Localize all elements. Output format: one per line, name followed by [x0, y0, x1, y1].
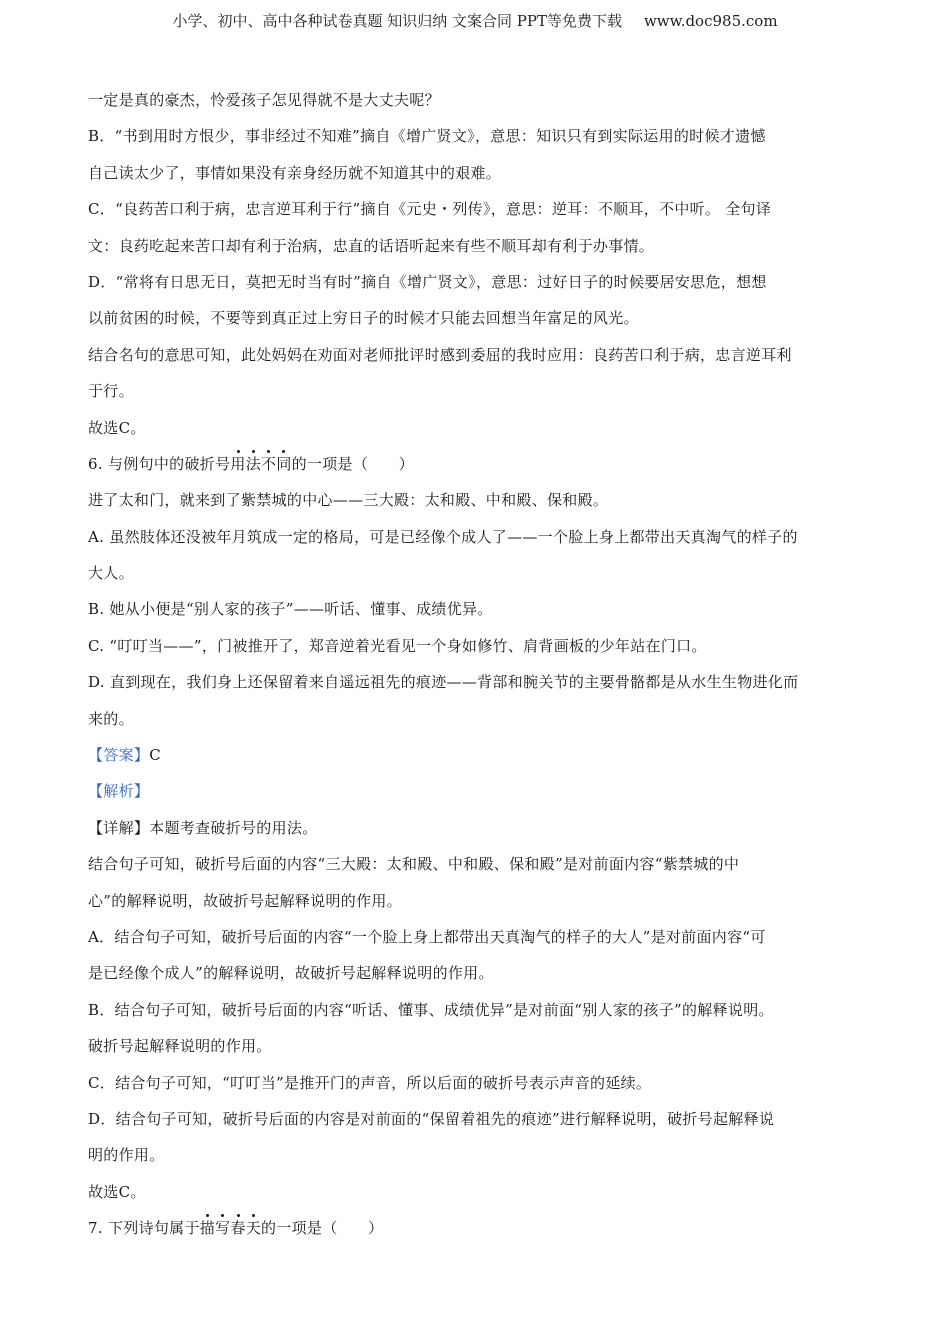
document-body: [88, 82, 868, 1247]
header-site: www.doc985.com: [643, 12, 778, 30]
q7-emphasis-char: 描: [200, 1210, 215, 1246]
q6-emphasis-char: 法: [246, 446, 261, 482]
q6-answer: [88, 737, 868, 773]
q6-example: 进了太和门，就来到了紫禁城的中心——三大殿：太和殿、中和殿、保和殿。: [88, 491, 609, 510]
q6-emphasis-char: 不: [261, 446, 276, 482]
q6-explanation-b-cont: 破折号起解释说明的作用。: [88, 1037, 272, 1056]
q6-emphasis-char: 同: [276, 446, 291, 482]
header-text: 小学、初中、高中各种试卷真题 知识归纳 文案合同 PPT等免费下载: [172, 12, 622, 30]
q6-explanation-d-cont: 明的作用。: [88, 1146, 165, 1165]
q6-explanation: 心”的解释说明，故破折号起解释说明的作用。: [88, 891, 402, 910]
q5-option-c-cont: 文：良药吃起来苦口却有利于治病，忠直的话语听起来有些不顺耳却有利于办事情。: [88, 236, 655, 255]
q5-choice: 故选C。: [88, 418, 146, 437]
q6-option-b: B. 她从小便是“别人家的孩子”——听话、懂事、成绩优异。: [88, 600, 493, 619]
q6-explanation: 结合句子可知，破折号后面的内容“三大殿：太和殿、中和殿、保和殿”是对前面内容“紫禁城的中: [88, 855, 740, 874]
q5-option-d: D．“常将有日思无日，莫把无时当有时”摘自《增广贤文》，意思：过好日子的时候要居安思危，想想: [88, 272, 767, 291]
q5-conclusion: 结合名句的意思可知，此处妈妈在劝面对老师批评时感到委屈的我时应用：良药苦口利于病，忠言逆耳利: [88, 345, 792, 364]
q5-tail-line: 一定是真的豪杰，怜爱孩子怎见得就不是大丈夫呢？: [88, 91, 440, 109]
q5-option-b-cont: 自己读太少了，事情如果没有亲身经历就不知道其中的艰难。: [88, 163, 502, 182]
q6-explanation-c: C．结合句子可知，“叮叮当”是推开门的声音，所以后面的破折号表示声音的延续。: [88, 1073, 652, 1092]
q6-stem: [88, 446, 868, 482]
answer-value: C: [149, 746, 161, 765]
q6-option-d: D. 直到现在，我们身上还保留着来自遥远祖先的痕迹——背部和腕关节的主要骨骼都是从水生生物进化而: [88, 673, 799, 692]
detail-tag: 【详解】: [88, 818, 150, 837]
q6-stem-prefix: 6. 与例句中的破折号: [88, 454, 231, 473]
q7-emphasis-char: 写: [215, 1210, 230, 1246]
q6-explanation-b: B．结合句子可知，破折号后面的内容“听话、懂事、成绩优异”是对前面“别人家的孩子”的解释说明。: [88, 1000, 774, 1019]
q6-option-a: A. 虽然肢体还没被年月筑成一定的格局，可是已经像个成人了——一个脸上身上都带出天真淘气的样子的: [88, 527, 798, 546]
q7-emphasis-char: 天: [246, 1210, 261, 1246]
q7-stem-prefix: 7. 下列诗句属于: [88, 1219, 200, 1238]
q6-detail: [88, 810, 868, 846]
answer-tag: 【答案】: [88, 746, 150, 765]
q6-explanation-a: A．结合句子可知，破折号后面的内容“一个脸上身上都带出天真淘气的样子的大人”是对前面内容“可: [88, 927, 766, 946]
q7-stem-suffix: 的一项是（ ）: [261, 1219, 384, 1238]
q6-option-d-cont: 来的。: [88, 709, 134, 728]
q5-option-d-cont: 以前贫困的时候，不要等到真正过上穷日子的时候才只能去回想当年富足的风光。: [88, 309, 639, 328]
q7-emphasis-char: 春: [230, 1210, 245, 1246]
q5-conclusion-cont: 于行。: [88, 382, 134, 401]
q6-stem-suffix: 的一项是（ ）: [291, 454, 415, 473]
q6-option-c: C. “叮叮当——”，门被推开了，郑音逆着光看见一个身如修竹、肩背画板的少年站在门口。: [88, 636, 707, 655]
q6-choice: 故选C。: [88, 1182, 146, 1201]
q6-analysis: [88, 773, 868, 809]
page-header: [0, 10, 950, 31]
q7-stem: [88, 1210, 868, 1246]
q5-option-b: B．“书到用时方恨少，事非经过不知难”摘自《增广贤文》，意思：知识只有到实际运用的时候才遗憾: [88, 127, 766, 146]
q5-option-c: C．“良药苦口利于病，忠言逆耳利于行”摘自《元史・列传》，意思：逆耳：不顺耳，不中听。 全句译: [88, 200, 772, 219]
q6-explanation-d: D．结合句子可知，破折号后面的内容是对前面的“保留着祖先的痕迹”进行解释说明，破折号起解释说: [88, 1109, 775, 1128]
analysis-tag: 【解析】: [88, 782, 150, 801]
detail-text: 本题考查破折号的用法。: [149, 818, 318, 837]
q6-explanation-a-cont: 是已经像个成人”的解释说明，故破折号起解释说明的作用。: [88, 964, 494, 983]
q6-option-a-cont: 大人。: [88, 564, 134, 583]
q6-emphasis-char: 用: [230, 446, 245, 482]
